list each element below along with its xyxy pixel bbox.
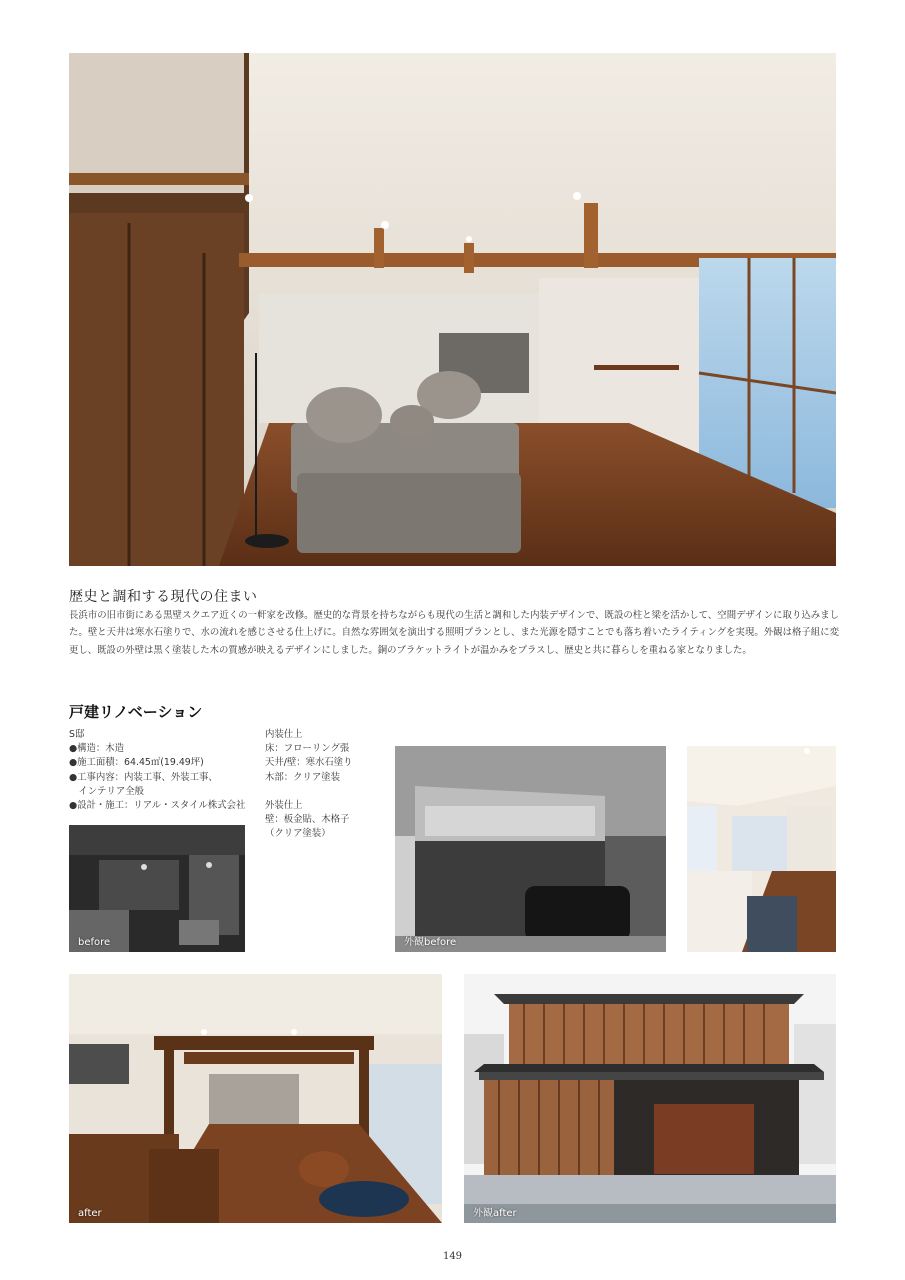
- caption-before-exterior: 外観before: [404, 937, 457, 948]
- exterior-item: 壁：板金貼、木格子: [265, 814, 350, 826]
- hero-living-room-photo: [69, 53, 836, 566]
- spec-owner: S邸: [69, 729, 85, 740]
- spec-left: [69, 728, 245, 813]
- caption-after-exterior: 外観after: [473, 1208, 517, 1219]
- article-description: 長浜市の旧市街にある黒壁スクエア近くの一軒家を改修。歴史的な背景を持ちながらも現代の生活と調和した内装デザインで、既設の柱と梁を活かして、空間デザインに取り込みました。壁と天井は寒水石塗りで、水の流れを感じさせる仕上げに。自然な雰囲気を演出する照明プランとし、また光源を隠すことでも落ち着いたライティングを実現。外観は格子組に変更し、既設の外壁は黒く塗装した木の質感が映えるデザインにしました。銅のブラケットライトが温かみをプラスし、歴史と共に暮らしを重ねる家となりました。: [69, 610, 839, 656]
- spec-item: ●工事内容：内装工事、外装工事、: [69, 771, 218, 783]
- section-title: 戸建リノベーション: [69, 703, 203, 721]
- after-exterior-photo: [464, 974, 836, 1223]
- spec-item: ●施工面積：64.45㎡(19.49坪): [69, 757, 204, 769]
- after-interior-photo: [69, 974, 442, 1223]
- spec-item: ●設計・施工：リアル・スタイル株式会社: [69, 800, 246, 812]
- exterior-item: （クリア塗装）: [265, 828, 331, 840]
- before-exterior-photo: [395, 746, 666, 952]
- caption-after: after: [78, 1208, 102, 1219]
- bedroom-photo: [687, 746, 836, 952]
- article-heading: 歴史と調和する現代の住まい: [69, 589, 258, 605]
- interior-item: 床：フローリング張: [265, 743, 350, 755]
- page-number: 149: [442, 1251, 463, 1262]
- exterior-heading: 外装仕上: [265, 799, 303, 811]
- spec-item: インテリア全般: [69, 785, 145, 797]
- spec-right: [265, 728, 353, 841]
- interior-item: 木部：クリア塗装: [265, 771, 341, 783]
- interior-heading: 内装仕上: [265, 729, 303, 740]
- spec-item: ●構造：木造: [69, 743, 125, 755]
- interior-item: 天井/壁：寒水石塗り: [265, 757, 353, 769]
- before-interior-photo: [69, 825, 245, 952]
- caption-before: before: [78, 937, 111, 948]
